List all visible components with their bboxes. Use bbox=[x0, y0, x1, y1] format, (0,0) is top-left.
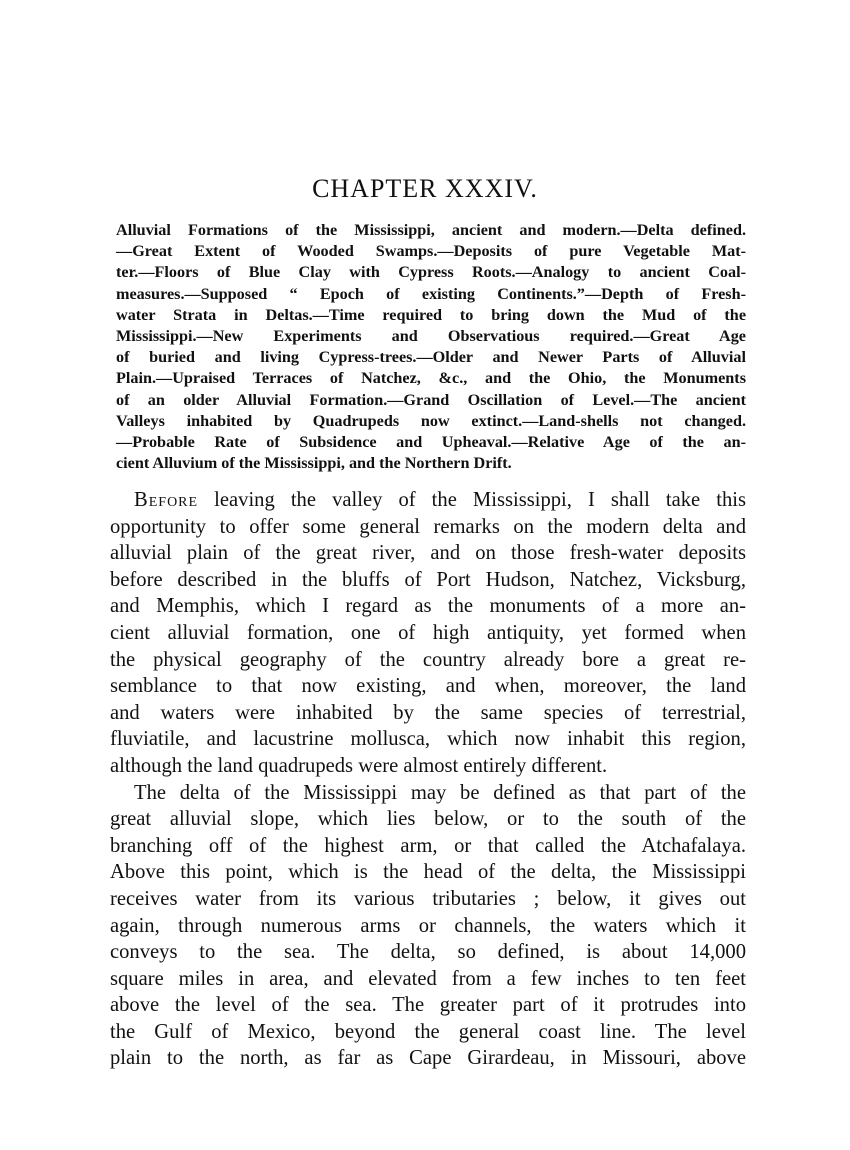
body-line: The delta of the Mississippi may be defined as that part of the bbox=[134, 781, 746, 804]
summary-line: Mississippi.—New Experiments and Observatious required.—Great Age bbox=[116, 327, 746, 346]
summary-line: water Strata in Deltas.—Time required to bring down the Mud of the bbox=[116, 305, 746, 324]
body-line: branching off of the highest arm, or that called the Atchafalaya. bbox=[110, 834, 746, 857]
body-line: opportunity to offer some general remarks on the modern delta and bbox=[110, 515, 746, 538]
body-line: fluviatile, and lacustrine mollusca, which now inhabit this region, bbox=[110, 728, 746, 751]
body-line: and waters were inhabited by the same species of terrestrial, bbox=[110, 701, 746, 724]
body-line: above the level of the sea. The greater part of it protrudes into bbox=[110, 994, 746, 1017]
body-line: Above this point, which is the head of the delta, the Mississippi bbox=[110, 861, 746, 884]
body-line: again, through numerous arms or channels, the waters which it bbox=[110, 914, 746, 937]
body-line: the Gulf of Mexico, beyond the general coast line. The level bbox=[110, 1020, 746, 1043]
body-line: plain to the north, as far as Cape Girardeau, in Missouri, above bbox=[110, 1047, 746, 1070]
summary-line: cient Alluvium of the Mississippi, and the Northern Drift. bbox=[116, 454, 512, 473]
summary-line: Valleys inhabited by Quadrupeds now extinct.—Land-shells not changed. bbox=[116, 411, 746, 430]
summary-line: —Great Extent of Wooded Swamps.—Deposits of pure Vegetable Mat- bbox=[116, 242, 746, 261]
summary-line: —Probable Rate of Subsidence and Upheaval.—Relative Age of the an- bbox=[116, 433, 746, 452]
body-line: although the land quadrupeds were almost entirely different. bbox=[110, 754, 608, 777]
summary-line: Alluvial Formations of the Mississippi, ancient and modern.—Delta defined. bbox=[116, 221, 746, 239]
body-text bbox=[110, 487, 746, 1072]
summary-line: measures.—Supposed “ Epoch of existing Continents.”—Depth of Fresh- bbox=[116, 284, 746, 303]
body-line: cient alluvial formation, one of high antiquity, yet formed when bbox=[110, 621, 746, 644]
chapter-summary bbox=[116, 220, 746, 474]
body-line: conveys to the sea. The delta, so defined, is about 14,000 bbox=[110, 941, 746, 964]
summary-line: Plain.—Upraised Terraces of Natchez, &c., and the Ohio, the Monuments bbox=[116, 369, 746, 388]
body-line: before described in the bluffs of Port Hudson, Natchez, Vicksburg, bbox=[110, 568, 746, 591]
paragraph-first-line bbox=[110, 487, 746, 514]
chapter-title: CHAPTER XXXIV. bbox=[312, 174, 538, 203]
body-line: semblance to that now existing, and when, moreover, the land bbox=[110, 675, 746, 698]
summary-line: ter.—Floors of Blue Clay with Cypress Roots.—Analogy to ancient Coal- bbox=[116, 263, 746, 282]
body-line: the physical geography of the country already bore a great re- bbox=[110, 648, 746, 671]
body-line: and Memphis, which I regard as the monuments of a more an- bbox=[110, 595, 746, 618]
first-line-text: leaving the valley of the Mississippi, I shall take this bbox=[198, 489, 746, 511]
body-line: receives water from its various tributaries ; below, it gives out bbox=[110, 887, 746, 910]
body-line: great alluvial slope, which lies below, or to the south of the bbox=[110, 808, 746, 831]
body-line: square miles in area, and elevated from a few inches to ten feet bbox=[110, 967, 746, 990]
summary-line: of an older Alluvial Formation.—Grand Oscillation of Level.—The ancient bbox=[116, 390, 746, 409]
opening-word: Before bbox=[134, 489, 199, 511]
body-line: alluvial plain of the great river, and on those fresh-water deposits bbox=[110, 542, 746, 565]
summary-line: of buried and living Cypress-trees.—Older and Newer Parts of Alluvial bbox=[116, 348, 746, 367]
